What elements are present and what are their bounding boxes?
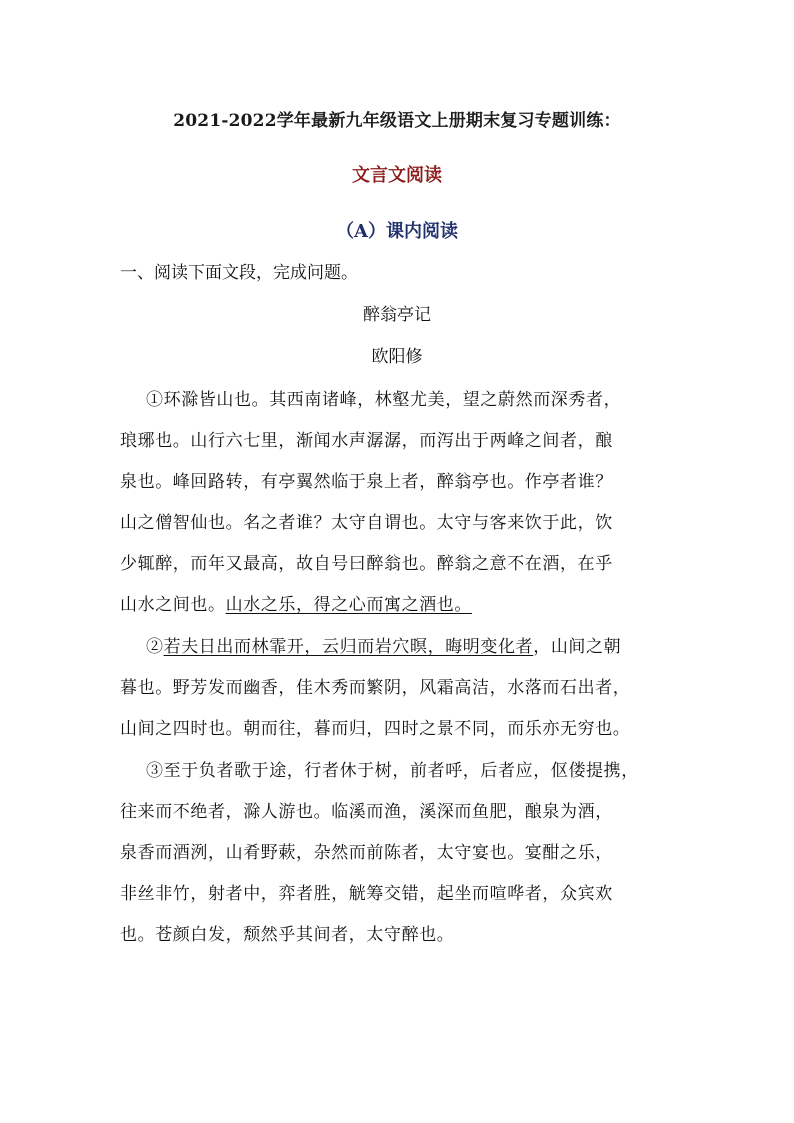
document-title: 2021-2022学年最新九年级语文上册期末复习专题训练： <box>173 111 621 131</box>
passage-text: ，山间之朝 <box>533 637 622 657</box>
passage-line: 山间之四时也。朝而往，暮而归，四时之景不同，而乐亦无穷也。 <box>120 719 631 739</box>
passage-line: 泉也。峰回路转，有亭翼然临于泉上者，醉翁亭也。作亭者谁？ <box>120 472 613 492</box>
paragraph-number: ② <box>146 637 164 657</box>
passage-line: 也。苍颜白发，颓然乎其间者，太守醉也。 <box>120 925 455 945</box>
passage-line: 泉香而酒洌，山肴野蔌，杂然而前陈者，太守宴也。宴酣之乐， <box>120 843 613 863</box>
passage-line: 暮也。野芳发而幽香，佳木秀而繁阴，风霜高洁，水落而石出者， <box>120 678 631 698</box>
underlined-sentence: 山水之乐，得之心而寓之酒也。 <box>225 595 473 615</box>
underlined-sentence: 若夫日出而林霏开，云归而岩穴暝，晦明变化者 <box>163 637 534 657</box>
passage-line: 少辄醉，而年又最高，故自号曰醉翁也。醉翁之意不在酒，在乎 <box>120 554 613 574</box>
passage-author: 欧阳修 <box>371 347 423 367</box>
document-subtitle: 文言文阅读 <box>352 165 442 186</box>
passage-text: 山水之间也。 <box>120 595 226 615</box>
passage-line: 山之僧智仙也。名之者谁？太守自谓也。太守与客来饮于此，饮 <box>120 513 613 533</box>
question-instruction: 一、阅读下面文段，完成问题。 <box>120 263 358 283</box>
passage-line <box>120 590 472 615</box>
passage-line: ③至于负者歌于途，行者休于树，前者呼，后者应，伛偻提携， <box>146 761 639 781</box>
passage-line <box>146 632 621 657</box>
passage-line: 往来而不绝者，滁人游也。临溪而渔，溪深而鱼肥，酿泉为酒， <box>120 802 613 822</box>
section-heading: （A）课内阅读 <box>336 221 458 242</box>
passage-line: 非丝非竹，射者中，弈者胜，觥筹交错，起坐而喧哗者，众宾欢 <box>120 884 613 904</box>
passage-line: 琅琊也。山行六七里，渐闻水声潺潺，而泻出于两峰之间者，酿 <box>120 431 613 451</box>
passage-title: 醉翁亭记 <box>363 305 431 325</box>
passage-line: ①环滁皆山也。其西南诸峰，林壑尤美，望之蔚然而深秀者， <box>146 390 622 410</box>
